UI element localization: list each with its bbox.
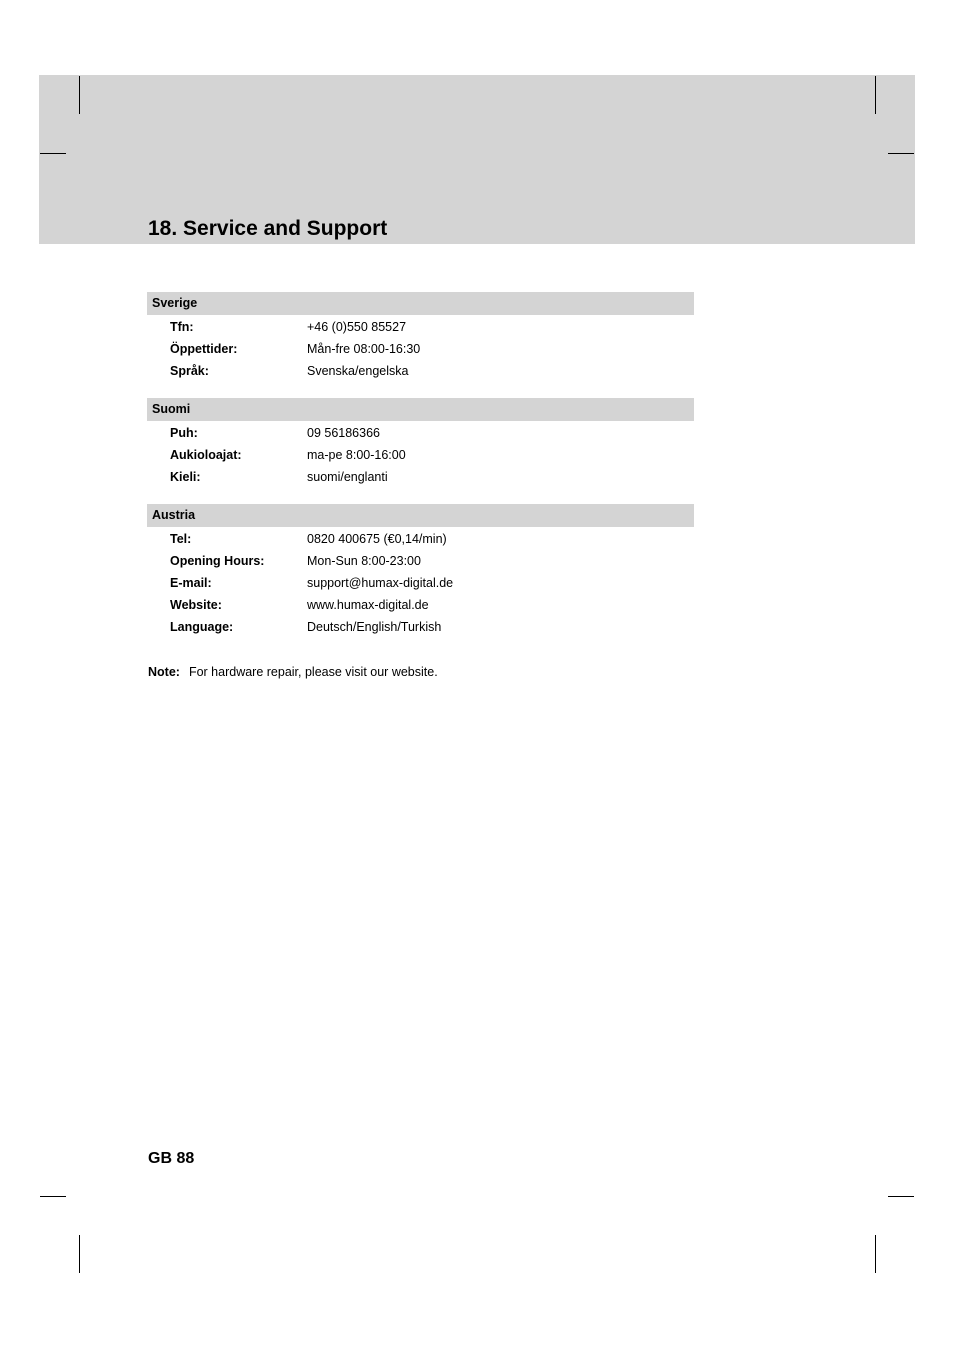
row-label: E-mail: (170, 576, 212, 590)
section-suomi (147, 398, 694, 488)
crop-mark (875, 76, 876, 114)
section-heading: Austria (147, 504, 694, 527)
contact-row (147, 594, 694, 616)
row-label: Öppettider: (170, 342, 238, 356)
section-austria (147, 504, 694, 638)
row-value: Mån-fre 08:00-16:30 (307, 342, 421, 356)
contact-row (147, 338, 694, 360)
website-value: www.humax-digital.de (307, 598, 429, 612)
contact-row (147, 572, 694, 594)
crop-mark (40, 153, 66, 154)
note-text: For hardware repair, please visit our website. (188, 665, 438, 679)
contact-row (147, 550, 694, 572)
row-value: 09 56186366 (307, 426, 380, 440)
crop-mark (888, 1196, 914, 1197)
email-value: support@humax-digital.de (307, 576, 454, 590)
row-label: Puh: (170, 426, 198, 440)
row-value: suomi/englanti (307, 470, 388, 484)
row-value: ma-pe 8:00-16:00 (307, 448, 406, 462)
contact-row (147, 422, 694, 444)
section-sverige (147, 292, 694, 382)
note-label: Note: (148, 665, 180, 679)
row-label: Opening Hours: (170, 554, 265, 568)
contact-row (147, 360, 694, 382)
row-label: Tfn: (170, 320, 194, 334)
row-label: Tel: (170, 532, 192, 546)
crop-mark (875, 1235, 876, 1273)
row-label: Aukioloajat: (170, 448, 242, 462)
crop-mark (888, 153, 914, 154)
row-value: +46 (0)550 85527 (307, 320, 407, 334)
row-value: Deutsch/English/Turkish (307, 620, 442, 634)
contact-row (147, 528, 694, 550)
row-label: Language: (170, 620, 234, 634)
page-number: GB 88 (148, 1150, 195, 1167)
contact-row (147, 316, 694, 338)
row-value: Svenska/engelska (307, 364, 409, 378)
crop-mark (79, 1235, 80, 1273)
contact-row (147, 466, 694, 488)
section-heading: Sverige (147, 292, 694, 315)
row-value: 0820 400675 (€0,14/min) (307, 532, 447, 546)
note (148, 662, 438, 682)
page-title: 18. Service and Support (148, 217, 388, 240)
section-heading: Suomi (147, 398, 694, 421)
row-label: Website: (170, 598, 222, 612)
contact-row (147, 444, 694, 466)
crop-mark (79, 76, 80, 114)
contact-row (147, 616, 694, 638)
row-label: Språk: (170, 364, 209, 378)
row-label: Kieli: (170, 470, 201, 484)
row-value: Mon-Sun 8:00-23:00 (307, 554, 421, 568)
crop-mark (40, 1196, 66, 1197)
